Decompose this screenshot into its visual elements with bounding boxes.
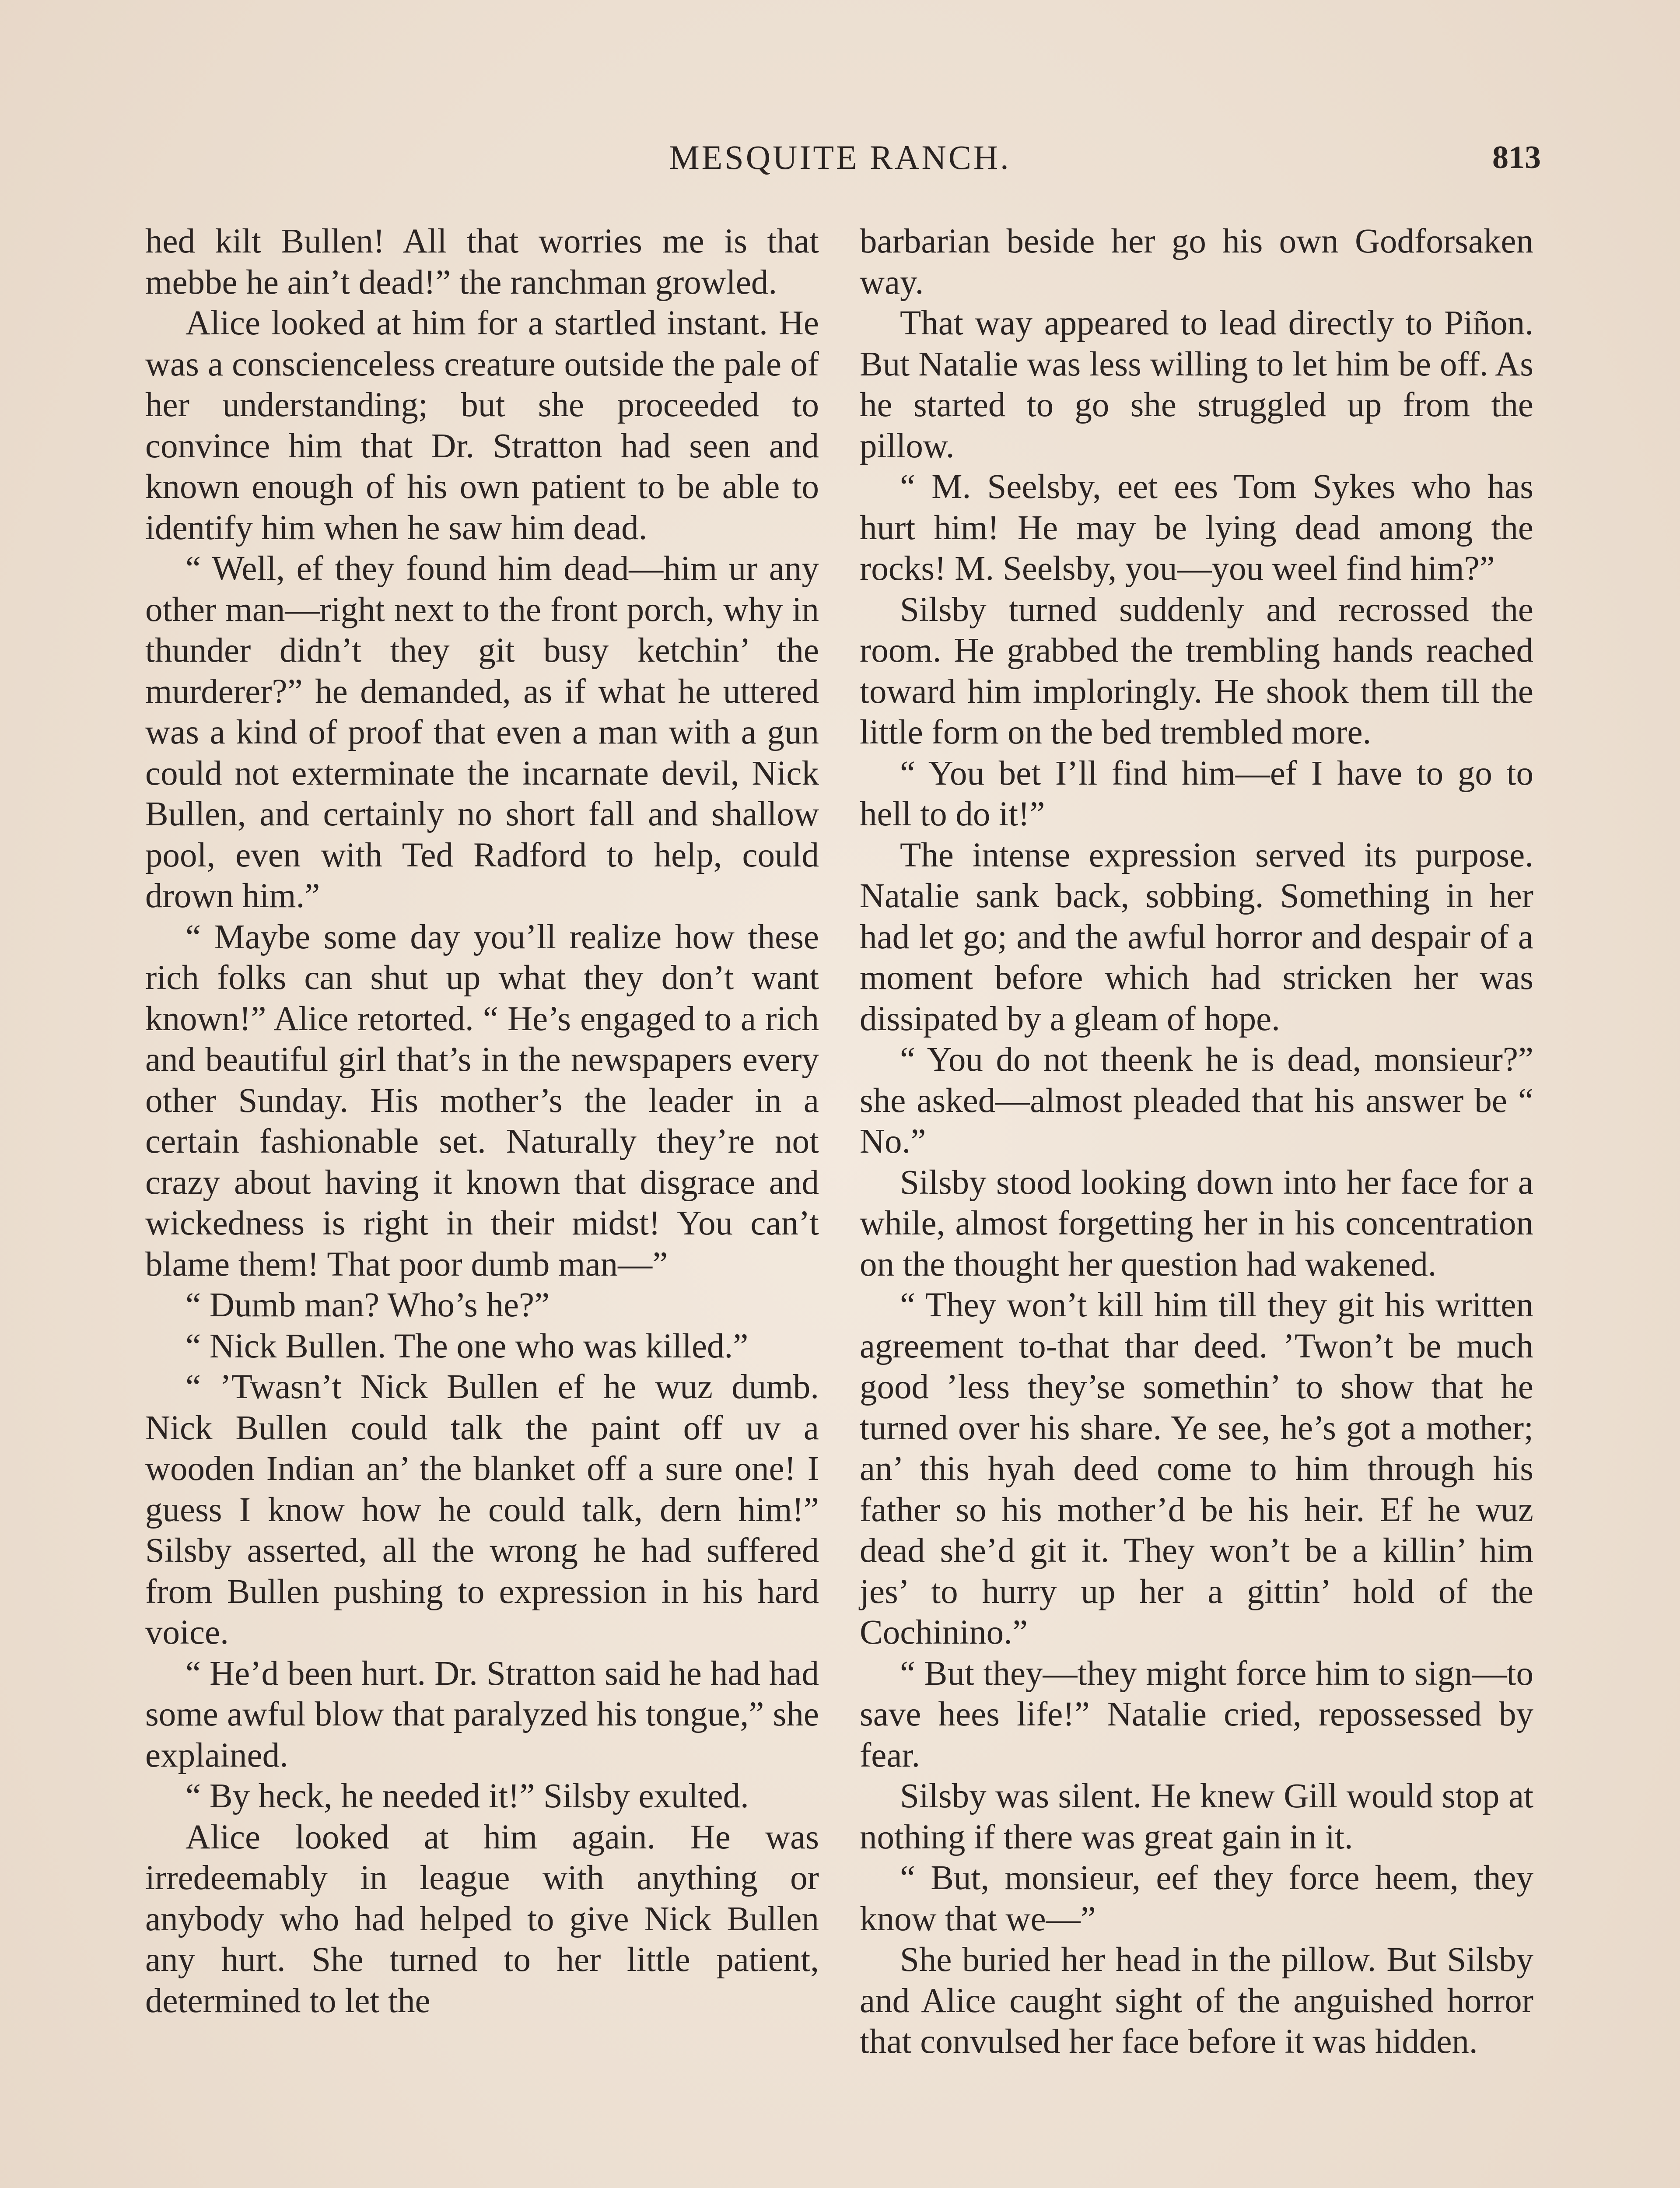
- right-column: [860, 221, 1533, 2062]
- paragraph: “ You bet I’ll find him—ef I have to go to hell to do it!”: [860, 754, 1533, 833]
- paragraph: “ By heck, he needed it!” Silsby exulted.: [186, 1777, 749, 1815]
- paragraph: Silsby was silent. He knew Gill would stop at nothing if there was great gain in it.: [860, 1777, 1533, 1856]
- paragraph: Silsby stood looking down into her face for a while, almost forgetting her in his concentration on the thought her question had wakened.: [860, 1163, 1533, 1283]
- paragraph: “ But, monsieur, eef they force heem, they know that we—”: [860, 1859, 1533, 1938]
- paragraph: “ He’d been hurt. Dr. Stratton said he had had some awful blow that paralyzed his tongue,” she explained.: [145, 1654, 819, 1774]
- running-title: MESQUITE RANCH.: [669, 138, 1011, 176]
- paragraph: “ But they—they might force him to sign—to save hees life!” Natalie cried, repossessed by fear.: [860, 1654, 1533, 1774]
- paragraph: She buried her head in the pillow. But Silsby and Alice caught sight of the anguished horror that convulsed her face before it was hidden.: [860, 1941, 1533, 2061]
- paragraph: Alice looked at him again. He was irredeemably in league with anything or anybody who had helped to give Nick Bullen any hurt. She turned to her little patient, determined to let the: [145, 1818, 819, 2020]
- left-column: [145, 221, 819, 2021]
- paragraph: barbarian beside her go his own Godforsaken way.: [860, 222, 1533, 302]
- paragraph: “ You do not theenk he is dead, monsieur?” she asked—almost pleaded that his answer be “ No.”: [860, 1041, 1533, 1161]
- paragraph: “ ’Twasn’t Nick Bullen ef he wuz dumb. Nick Bullen could talk the paint off uv a wooden Indian an’ the blanket off a sure one! I guess I know how he could talk, dern him!” Silsby asserted, all the wrong he had suffered from Bullen pushing to expression in his hard voice.: [145, 1368, 819, 1652]
- paragraph: “ Maybe some day you’ll realize how these rich folks can shut up what they don’t want known!” Alice retorted. “ He’s engaged to a rich and beautiful girl that’s in the newspapers every other Sunday. His mother’s the leader in a certain fashionable set. Naturally they’re not crazy about having it known that disgrace and wickedness is right in their midst! You can’t blame them! That poor dumb man—”: [145, 918, 819, 1283]
- paragraph: “ Well, ef they found him dead—him ur any other man—right next to the front porch, why in thunder didn’t they git busy ketchin’ the murderer?” he demanded, as if what he uttered was a kind of proof that even a man with a gun could not exterminate the incarnate devil, Nick Bullen, and certainly no short fall and shallow pool, even with Ted Radford to help, could drown him.”: [145, 550, 819, 915]
- page-header: [0, 131, 1680, 184]
- paragraph: That way appeared to lead directly to Piñon. But Natalie was less willing to let him be off. As he started to go she struggled up from the pillow.: [860, 304, 1533, 465]
- paragraph: Silsby turned suddenly and recrossed the room. He grabbed the trembling hands reached toward him imploringly. He shook them till the little form on the bed trembled more.: [860, 590, 1533, 751]
- paragraph: “ Dumb man? Who’s he?”: [186, 1286, 550, 1324]
- paragraph: hed kilt Bullen! All that worries me is that mebbe he ain’t dead!” the ranchman growled.: [145, 222, 819, 302]
- paragraph: The intense expression served its purpose. Natalie sank back, sobbing. Something in her had let go; and the awful horror and despair of a moment before which had stricken her was dissipated by a gleam of hope.: [860, 836, 1533, 1038]
- paragraph: “ They won’t kill him till they git his written agreement to-that thar deed. ’Twon’t be much good ’less they’se somethin’ to show that he turned over his share. Ye see, he’s got a mother; an’ this hyah deed come to him through his father so his mother’d be his heir. Ef he wuz dead she’d git it. They won’t be a killin’ him jes’ to hurry up her a gittin’ hold of the Cochinino.”: [860, 1286, 1533, 1652]
- page-number: 813: [1492, 140, 1541, 175]
- paragraph: “ M. Seelsby, eet ees Tom Sykes who has hurt him! He may be lying dead among the rocks! M. Seelsby, you—you weel find him?”: [860, 468, 1533, 588]
- paragraph: Alice looked at him for a startled instant. He was a conscienceless creature outside the pale of her understanding; but she proceeded to convince him that Dr. Stratton had seen and known enough of his own patient to be able to identify him when he saw him dead.: [145, 304, 819, 547]
- paragraph: “ Nick Bullen. The one who was killed.”: [186, 1327, 749, 1365]
